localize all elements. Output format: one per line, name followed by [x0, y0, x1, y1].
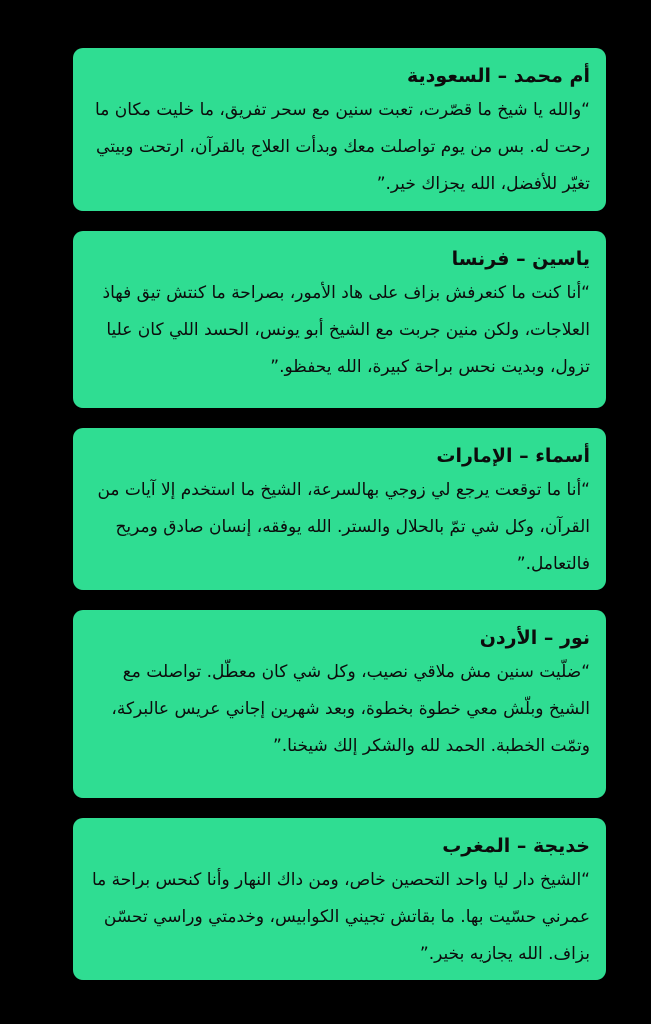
- testimonial-author: ياسين – فرنسا: [451, 248, 590, 270]
- testimonial-author: نور – الأردن: [479, 627, 590, 649]
- testimonial-quote: “أنا كنت ما كنعرفش بزاف على هاد الأمور، بصراحة ما كنتش تيق فهاذ العلاجات، ولكن منين جربت مع الشيخ أبو يونس، الحسد اللي كان عليا تزول، وبديت نحس براحة كبيرة، الله يحفظو.”: [102, 283, 590, 377]
- testimonial-author: أم محمد – السعودية: [407, 65, 590, 87]
- testimonial-quote: “والله يا شيخ ما قصّرت، تعبت سنين مع سحر تفريق، ما خليت مكان ما رحت له. بس من يوم تواصلت معك وبدأت العلاج بالقرآن، ارتحت وبيتي تغيّر للأفضل، الله يجزاك خير.”: [95, 100, 590, 194]
- testimonial-quote: “ضلّيت سنين مش ملاقي نصيب، وكل شي كان معطّل. تواصلت مع الشيخ وبلّش معي خطوة بخطوة، وبعد شهرين إجاني عريس عالبركة، وتمّت الخطبة. الحمد لله والشكر إلك شيخنا.”: [111, 662, 590, 756]
- testimonial-author: خديجة – المغرب: [442, 835, 590, 857]
- testimonial-card: [73, 428, 606, 590]
- testimonials-list: [73, 48, 606, 1000]
- testimonial-card: [73, 818, 606, 980]
- testimonial-quote: “الشيخ دار ليا واحد التحصين خاص، ومن داك النهار وأنا كنحس براحة ما عمرني حسّيت بها. ما بقاتش تجيني الكوابيس، وخدمتي وراسي تحسّن بزاف. الله يجازيه بخير.”: [91, 870, 590, 964]
- testimonial-quote: “أنا ما توقعت يرجع لي زوجي بهالسرعة، الشيخ ما استخدم إلا آيات من القرآن، وكل شي تمّ بالحلال والستر. الله يوفقه، إنسان صادق ومريح فالتعامل.”: [97, 480, 590, 574]
- testimonial-card: [73, 610, 606, 798]
- testimonial-card: [73, 231, 606, 408]
- testimonial-author: أسماء – الإمارات: [436, 445, 590, 467]
- testimonial-card: [73, 48, 606, 211]
